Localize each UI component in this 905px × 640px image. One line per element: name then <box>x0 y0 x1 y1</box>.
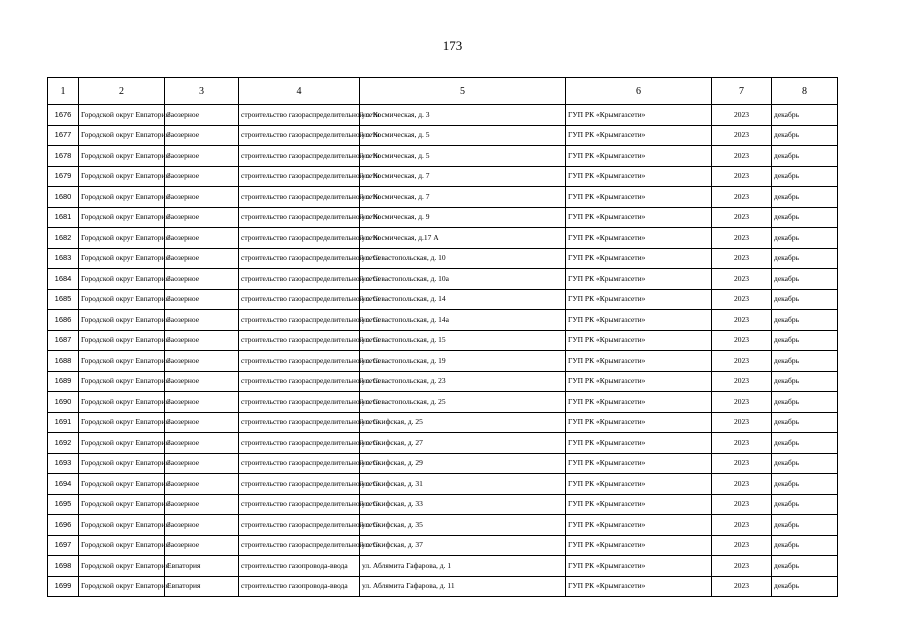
year-cell: 2023 <box>712 453 772 474</box>
year-cell: 2023 <box>712 494 772 515</box>
row-number: 1695 <box>48 494 79 515</box>
district-cell: Городской округ Евпатория <box>79 433 165 454</box>
address-cell: ул. Аблямита Гафарова, д. 1 <box>360 556 566 577</box>
district-cell: Городской округ Евпатория <box>79 535 165 556</box>
year-cell: 2023 <box>712 330 772 351</box>
year-cell: 2023 <box>712 166 772 187</box>
organization-cell: ГУП РК «Крымгазсети» <box>566 125 712 146</box>
work-type-cell: строительство газораспределительной сети <box>239 535 360 556</box>
district-cell: Городской округ Евпатория <box>79 105 165 126</box>
table-row <box>48 269 838 290</box>
year-cell: 2023 <box>712 535 772 556</box>
district-cell: Городской округ Евпатория <box>79 146 165 167</box>
work-type-cell: строительство газораспределительной сети <box>239 392 360 413</box>
district-cell: Городской округ Евпатория <box>79 351 165 372</box>
address-cell: ул. Скифская, д. 33 <box>360 494 566 515</box>
month-cell: декабрь <box>772 535 838 556</box>
row-number: 1683 <box>48 248 79 269</box>
month-cell: декабрь <box>772 576 838 597</box>
month-cell: декабрь <box>772 105 838 126</box>
organization-cell: ГУП РК «Крымгазсети» <box>566 535 712 556</box>
column-header: 6 <box>566 78 712 105</box>
year-cell: 2023 <box>712 187 772 208</box>
work-type-cell: строительство газораспределительной сети <box>239 412 360 433</box>
row-number: 1680 <box>48 187 79 208</box>
month-cell: декабрь <box>772 515 838 536</box>
table-row <box>48 146 838 167</box>
month-cell: декабрь <box>772 433 838 454</box>
row-number: 1689 <box>48 371 79 392</box>
organization-cell: ГУП РК «Крымгазсети» <box>566 310 712 331</box>
settlement-cell: Заозерное <box>165 166 239 187</box>
settlement-cell: Заозерное <box>165 228 239 249</box>
year-cell: 2023 <box>712 576 772 597</box>
month-cell: декабрь <box>772 125 838 146</box>
year-cell: 2023 <box>712 515 772 536</box>
year-cell: 2023 <box>712 228 772 249</box>
year-cell: 2023 <box>712 412 772 433</box>
settlement-cell: Заозерное <box>165 453 239 474</box>
work-schedule-table <box>47 77 838 597</box>
column-header: 5 <box>360 78 566 105</box>
settlement-cell: Заозерное <box>165 371 239 392</box>
organization-cell: ГУП РК «Крымгазсети» <box>566 228 712 249</box>
table-row <box>48 105 838 126</box>
row-number: 1681 <box>48 207 79 228</box>
address-cell: ул. Скифская, д. 29 <box>360 453 566 474</box>
row-number: 1692 <box>48 433 79 454</box>
month-cell: декабрь <box>772 556 838 577</box>
table-body <box>48 105 838 597</box>
work-type-cell: строительство газораспределительной сети <box>239 187 360 208</box>
row-number: 1686 <box>48 310 79 331</box>
row-number: 1688 <box>48 351 79 372</box>
district-cell: Городской округ Евпатория <box>79 166 165 187</box>
month-cell: декабрь <box>772 166 838 187</box>
organization-cell: ГУП РК «Крымгазсети» <box>566 474 712 495</box>
work-type-cell: строительство газораспределительной сети <box>239 515 360 536</box>
address-cell: ул. Аблямита Гафарова, д. 11 <box>360 576 566 597</box>
settlement-cell: Заозерное <box>165 146 239 167</box>
work-type-cell: строительство газораспределительной сети <box>239 453 360 474</box>
work-type-cell: строительство газораспределительной сети <box>239 310 360 331</box>
year-cell: 2023 <box>712 371 772 392</box>
address-cell: ул. Космическая, д. 5 <box>360 125 566 146</box>
district-cell: Городской округ Евпатория <box>79 125 165 146</box>
column-header: 3 <box>165 78 239 105</box>
address-cell: ул. Космическая, д. 9 <box>360 207 566 228</box>
year-cell: 2023 <box>712 474 772 495</box>
address-cell: ул. Севастопольская, д. 19 <box>360 351 566 372</box>
address-cell: ул. Космическая, д. 5 <box>360 146 566 167</box>
year-cell: 2023 <box>712 248 772 269</box>
settlement-cell: Заозерное <box>165 392 239 413</box>
work-type-cell: строительство газораспределительной сети <box>239 433 360 454</box>
row-number: 1682 <box>48 228 79 249</box>
settlement-cell: Заозерное <box>165 105 239 126</box>
month-cell: декабрь <box>772 187 838 208</box>
work-type-cell: строительство газораспределительной сети <box>239 125 360 146</box>
organization-cell: ГУП РК «Крымгазсети» <box>566 330 712 351</box>
table-row <box>48 248 838 269</box>
organization-cell: ГУП РК «Крымгазсети» <box>566 494 712 515</box>
address-cell: ул. Севастопольская, д. 23 <box>360 371 566 392</box>
column-header: 8 <box>772 78 838 105</box>
organization-cell: ГУП РК «Крымгазсети» <box>566 146 712 167</box>
year-cell: 2023 <box>712 105 772 126</box>
month-cell: декабрь <box>772 228 838 249</box>
table-row <box>48 474 838 495</box>
district-cell: Городской округ Евпатория <box>79 330 165 351</box>
district-cell: Городской округ Евпатория <box>79 494 165 515</box>
table-row <box>48 228 838 249</box>
settlement-cell: Заозерное <box>165 494 239 515</box>
month-cell: декабрь <box>772 474 838 495</box>
district-cell: Городской округ Евпатория <box>79 269 165 290</box>
settlement-cell: Заозерное <box>165 535 239 556</box>
work-type-cell: строительство газораспределительной сети <box>239 474 360 495</box>
district-cell: Городской округ Евпатория <box>79 576 165 597</box>
district-cell: Городской округ Евпатория <box>79 187 165 208</box>
year-cell: 2023 <box>712 392 772 413</box>
settlement-cell: Заозерное <box>165 474 239 495</box>
organization-cell: ГУП РК «Крымгазсети» <box>566 515 712 536</box>
work-type-cell: строительство газопровода-ввода <box>239 556 360 577</box>
month-cell: декабрь <box>772 207 838 228</box>
table-row <box>48 576 838 597</box>
address-cell: ул. Космическая, д. 7 <box>360 187 566 208</box>
month-cell: декабрь <box>772 371 838 392</box>
district-cell: Городской округ Евпатория <box>79 228 165 249</box>
work-type-cell: строительство газораспределительной сети <box>239 248 360 269</box>
row-number: 1697 <box>48 535 79 556</box>
settlement-cell: Заозерное <box>165 310 239 331</box>
district-cell: Городской округ Евпатория <box>79 412 165 433</box>
month-cell: декабрь <box>772 494 838 515</box>
work-type-cell: строительство газораспределительной сети <box>239 166 360 187</box>
district-cell: Городской округ Евпатория <box>79 453 165 474</box>
table-row <box>48 556 838 577</box>
district-cell: Городской округ Евпатория <box>79 248 165 269</box>
row-number: 1698 <box>48 556 79 577</box>
address-cell: ул. Севастопольская, д. 15 <box>360 330 566 351</box>
work-type-cell: строительство газораспределительной сети <box>239 351 360 372</box>
work-type-cell: строительство газораспределительной сети <box>239 207 360 228</box>
row-number: 1690 <box>48 392 79 413</box>
settlement-cell: Заозерное <box>165 412 239 433</box>
organization-cell: ГУП РК «Крымгазсети» <box>566 187 712 208</box>
table-row <box>48 515 838 536</box>
column-header: 7 <box>712 78 772 105</box>
work-type-cell: строительство газораспределительной сети <box>239 289 360 310</box>
organization-cell: ГУП РК «Крымгазсети» <box>566 412 712 433</box>
year-cell: 2023 <box>712 146 772 167</box>
organization-cell: ГУП РК «Крымгазсети» <box>566 105 712 126</box>
district-cell: Городской округ Евпатория <box>79 371 165 392</box>
address-cell: ул. Севастопольская, д. 10 <box>360 248 566 269</box>
address-cell: ул. Скифская, д. 35 <box>360 515 566 536</box>
table-row <box>48 125 838 146</box>
row-number: 1694 <box>48 474 79 495</box>
district-cell: Городской округ Евпатория <box>79 556 165 577</box>
district-cell: Городской округ Евпатория <box>79 289 165 310</box>
organization-cell: ГУП РК «Крымгазсети» <box>566 371 712 392</box>
settlement-cell: Заозерное <box>165 125 239 146</box>
table-row <box>48 392 838 413</box>
table-row <box>48 310 838 331</box>
month-cell: декабрь <box>772 392 838 413</box>
district-cell: Городской округ Евпатория <box>79 207 165 228</box>
address-cell: ул. Скифская, д. 31 <box>360 474 566 495</box>
row-number: 1699 <box>48 576 79 597</box>
settlement-cell: Евпатория <box>165 576 239 597</box>
table-row <box>48 187 838 208</box>
table-row <box>48 207 838 228</box>
work-type-cell: строительство газопровода-ввода <box>239 576 360 597</box>
year-cell: 2023 <box>712 125 772 146</box>
organization-cell: ГУП РК «Крымгазсети» <box>566 269 712 290</box>
row-number: 1691 <box>48 412 79 433</box>
row-number: 1684 <box>48 269 79 290</box>
settlement-cell: Заозерное <box>165 187 239 208</box>
address-cell: ул. Скифская, д. 27 <box>360 433 566 454</box>
table-row <box>48 330 838 351</box>
column-header: 1 <box>48 78 79 105</box>
header-row <box>48 78 838 105</box>
district-cell: Городской округ Евпатория <box>79 310 165 331</box>
address-cell: ул. Космическая, д. 3 <box>360 105 566 126</box>
row-number: 1677 <box>48 125 79 146</box>
settlement-cell: Евпатория <box>165 556 239 577</box>
month-cell: декабрь <box>772 351 838 372</box>
work-type-cell: строительство газораспределительной сети <box>239 494 360 515</box>
month-cell: декабрь <box>772 146 838 167</box>
table-row <box>48 289 838 310</box>
work-type-cell: строительство газораспределительной сети <box>239 269 360 290</box>
organization-cell: ГУП РК «Крымгазсети» <box>566 248 712 269</box>
organization-cell: ГУП РК «Крымгазсети» <box>566 289 712 310</box>
month-cell: декабрь <box>772 412 838 433</box>
address-cell: ул. Космическая, д. 7 <box>360 166 566 187</box>
work-type-cell: строительство газораспределительной сети <box>239 228 360 249</box>
organization-cell: ГУП РК «Крымгазсети» <box>566 166 712 187</box>
settlement-cell: Заозерное <box>165 269 239 290</box>
address-cell: ул. Скифская, д. 37 <box>360 535 566 556</box>
district-cell: Городской округ Евпатория <box>79 474 165 495</box>
row-number: 1679 <box>48 166 79 187</box>
month-cell: декабрь <box>772 289 838 310</box>
month-cell: декабрь <box>772 330 838 351</box>
table-row <box>48 433 838 454</box>
address-cell: ул. Севастопольская, д. 14а <box>360 310 566 331</box>
address-cell: ул. Севастопольская, д. 25 <box>360 392 566 413</box>
district-cell: Городской округ Евпатория <box>79 515 165 536</box>
row-number: 1696 <box>48 515 79 536</box>
district-cell: Городской округ Евпатория <box>79 392 165 413</box>
table-row <box>48 453 838 474</box>
work-type-cell: строительство газораспределительной сети <box>239 330 360 351</box>
year-cell: 2023 <box>712 556 772 577</box>
month-cell: декабрь <box>772 453 838 474</box>
row-number: 1676 <box>48 105 79 126</box>
row-number: 1687 <box>48 330 79 351</box>
table-row <box>48 166 838 187</box>
work-type-cell: строительство газораспределительной сети <box>239 105 360 126</box>
table-row <box>48 535 838 556</box>
year-cell: 2023 <box>712 310 772 331</box>
page-number: 173 <box>442 38 463 53</box>
year-cell: 2023 <box>712 289 772 310</box>
organization-cell: ГУП РК «Крымгазсети» <box>566 576 712 597</box>
settlement-cell: Заозерное <box>165 248 239 269</box>
address-cell: ул. Скифская, д. 25 <box>360 412 566 433</box>
address-cell: ул. Севастопольская, д. 10а <box>360 269 566 290</box>
month-cell: декабрь <box>772 269 838 290</box>
month-cell: декабрь <box>772 248 838 269</box>
year-cell: 2023 <box>712 269 772 290</box>
year-cell: 2023 <box>712 207 772 228</box>
work-type-cell: строительство газораспределительной сети <box>239 146 360 167</box>
organization-cell: ГУП РК «Крымгазсети» <box>566 556 712 577</box>
column-header: 4 <box>239 78 360 105</box>
organization-cell: ГУП РК «Крымгазсети» <box>566 392 712 413</box>
month-cell: декабрь <box>772 310 838 331</box>
table-row <box>48 371 838 392</box>
row-number: 1685 <box>48 289 79 310</box>
year-cell: 2023 <box>712 433 772 454</box>
settlement-cell: Заозерное <box>165 289 239 310</box>
column-header: 2 <box>79 78 165 105</box>
organization-cell: ГУП РК «Крымгазсети» <box>566 433 712 454</box>
table-row <box>48 494 838 515</box>
address-cell: ул. Севастопольская, д. 14 <box>360 289 566 310</box>
settlement-cell: Заозерное <box>165 330 239 351</box>
row-number: 1693 <box>48 453 79 474</box>
table-row <box>48 351 838 372</box>
table-row <box>48 412 838 433</box>
settlement-cell: Заозерное <box>165 207 239 228</box>
organization-cell: ГУП РК «Крымгазсети» <box>566 207 712 228</box>
address-cell: ул. Космическая, д.17 А <box>360 228 566 249</box>
settlement-cell: Заозерное <box>165 515 239 536</box>
organization-cell: ГУП РК «Крымгазсети» <box>566 453 712 474</box>
settlement-cell: Заозерное <box>165 351 239 372</box>
work-type-cell: строительство газораспределительной сети <box>239 371 360 392</box>
organization-cell: ГУП РК «Крымгазсети» <box>566 351 712 372</box>
year-cell: 2023 <box>712 351 772 372</box>
settlement-cell: Заозерное <box>165 433 239 454</box>
row-number: 1678 <box>48 146 79 167</box>
